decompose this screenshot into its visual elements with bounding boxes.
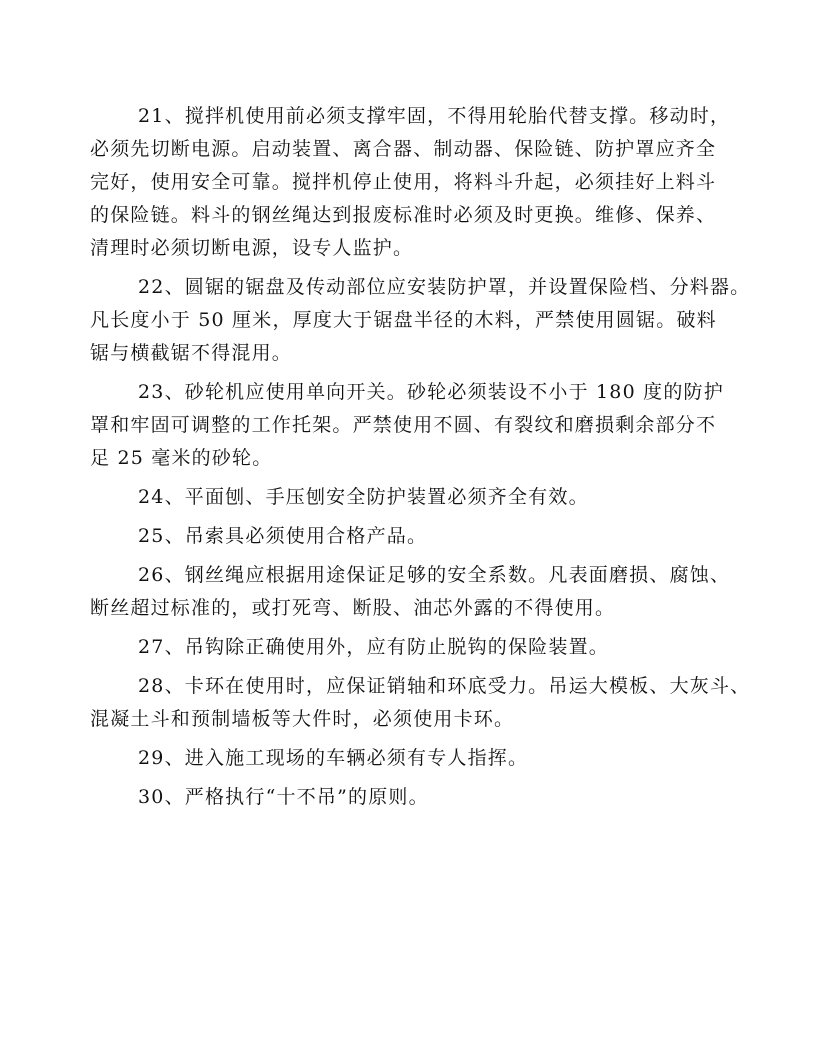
text-line: 的保险链。料斗的钢丝绳达到报废标准时必须及时更换。维修、保养、 — [90, 204, 717, 226]
text-line: 30、严格执行“十不吊”的原则。 — [138, 786, 429, 808]
text-line: 28、卡环在使用时，应保证销轴和环底受力。吊运大模板、大灰斗、 — [138, 675, 751, 697]
text-line: 锯与横截锯不得混用。 — [90, 342, 293, 364]
text-line: 罩和牢固可调整的工作托架。严禁使用不圆、有裂纹和磨损剩余部分不 — [90, 414, 717, 436]
text-line: 21、搅拌机使用前必须支撑牢固，不得用轮胎代替支撑。移动时， — [138, 105, 731, 127]
text-line: 必须先切断电源。启动装置、离合器、制动器、保险链、防护罩应齐全 — [90, 138, 717, 160]
paragraph-item-30 — [90, 781, 730, 814]
text-line: 完好，使用安全可靠。搅拌机停止使用，将料斗升起，必须挂好上料斗 — [90, 171, 717, 193]
text-line: 23、砂轮机应使用单向开关。砂轮必须装设不小于 180 度的防护 — [138, 381, 724, 403]
paragraph-item-22 — [90, 271, 751, 370]
text-line: 足 25 毫米的砂轮。 — [90, 447, 273, 469]
text-line: 22、圆锯的锯盘及传动部位应安装防护罩，并设置保险档、分料器。 — [138, 276, 751, 298]
paragraph-item-24 — [90, 481, 730, 514]
paragraph-item-21 — [90, 100, 730, 265]
text-line: 清理时必须切断电源，设专人监护。 — [90, 237, 414, 259]
paragraph-item-29 — [90, 742, 730, 775]
text-line: 26、钢丝绳应根据用途保证足够的安全系数。凡表面磨损、腐蚀、 — [138, 564, 731, 586]
document-page — [90, 100, 751, 820]
text-line: 24、平面刨、手压刨安全防护装置必须齐全有效。 — [138, 486, 589, 508]
paragraph-item-28 — [90, 670, 751, 736]
paragraph-item-27 — [90, 631, 730, 664]
text-line: 混凝土斗和预制墙板等大件时，必须使用卡环。 — [90, 708, 515, 730]
paragraph-item-26 — [90, 559, 730, 625]
paragraph-item-25 — [90, 520, 730, 553]
text-line: 断丝超过标准的，或打死弯、断股、油芯外露的不得使用。 — [90, 597, 616, 619]
text-line: 25、吊索具必须使用合格产品。 — [138, 525, 428, 547]
text-line: 27、吊钩除正确使用外，应有防止脱钩的保险装置。 — [138, 636, 609, 658]
paragraph-item-23 — [90, 376, 730, 475]
text-line: 29、进入施工现场的车辆必须有专人指挥。 — [138, 747, 529, 769]
text-line: 凡长度小于 50 厘米，厚度大于锯盘半径的木料，严禁使用圆锯。破料 — [90, 309, 717, 331]
